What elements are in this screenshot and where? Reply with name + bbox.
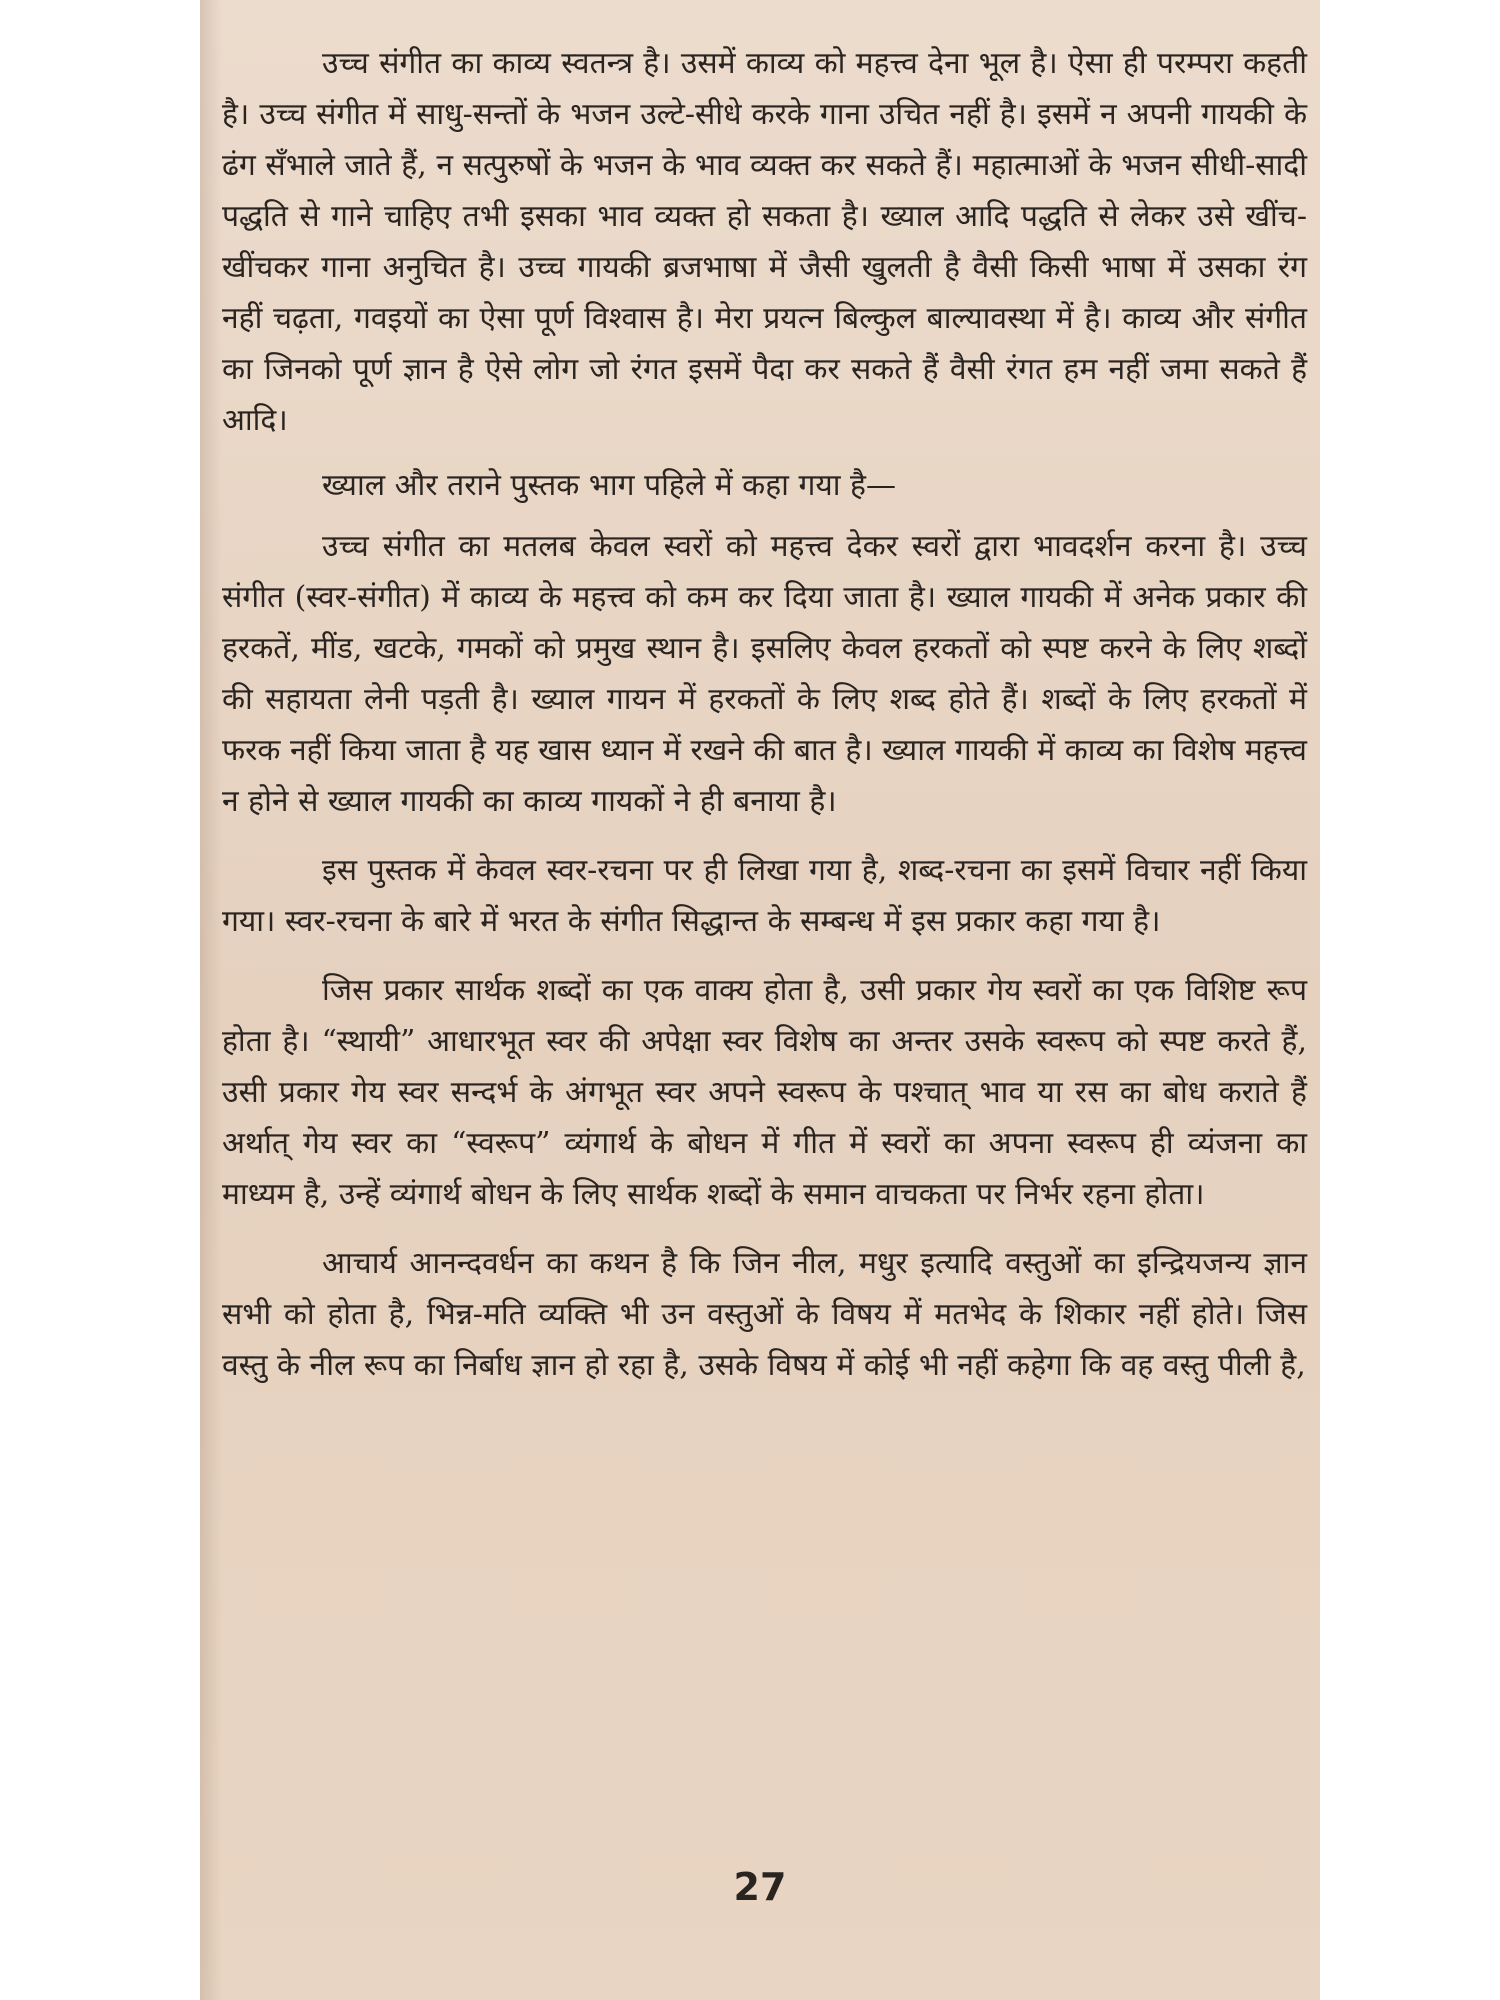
paragraph-3: उच्च संगीत का मतलब केवल स्वरों को महत्त्व देकर स्वरों द्वारा भावदर्शन करना है। उच्च संगीत (स्वर-संगीत) में काव्य के महत्त्व को कम कर दिया जाता है। ख्याल गायकी में अनेक प्रकार की हरकतें, मींड, खटके, गमकों को प्रमुख स्थान है। इसलिए केवल हरकतों को स्पष्ट करने के लिए शब्दों की सहायता लेनी पड़ती है। ख्याल गायन में हरकतों के लिए शब्द होते हैं। शब्दों के लिए हरकतों में फरक नहीं किया जाता है यह खास ध्यान में रखने की बात है। ख्याल गायकी में काव्य का विशेष महत्त्व न होने से ख्याल गायकी का काव्य गायकों ने ही बनाया है। — [222, 529, 1307, 819]
paragraph-5: जिस प्रकार सार्थक शब्दों का एक वाक्य होता है, उसी प्रकार गेय स्वरों का एक विशिष्ट रूप होता है। “स्थायी” आधारभूत स्वर की अपेक्षा स्वर विशेष का अन्तर उसके स्वरूप को स्पष्ट करते हैं, उसी प्रकार गेय स्वर सन्दर्भ के अंगभूत स्वर अपने स्वरूप के पश्चात् भाव या रस का बोध कराते हैं अर्थात् गेय स्वर का “स्वरूप” व्यंगार्थ के बोधन में गीत में स्वरों का अपना स्वरूप ही व्यंजना का माध्यम है, उन्हें व्यंगार्थ बोधन के लिए सार्थक शब्दों के समान वाचकता पर निर्भर रहना होता। — [222, 973, 1307, 1212]
book-page — [200, 0, 1320, 2000]
body-text — [222, 38, 1307, 1391]
paragraph-6: आचार्य आनन्दवर्धन का कथन है कि जिन नील, मधुर इत्यादि वस्तुओं का इन्द्रियजन्य ज्ञान सभी को होता है, भिन्न-मति व्यक्ति भी उन वस्तुओं के विषय में मतभेद के शिकार नहीं होते। जिस वस्तु के नील रूप का निर्बाध ज्ञान हो रहा है, उसके विषय में कोई भी नहीं कहेगा कि वह वस्तु पीली है, — [222, 1246, 1307, 1383]
paragraph-1: उच्च संगीत का काव्य स्वतन्त्र है। उसमें काव्य को महत्त्व देना भूल है। ऐसा ही परम्परा कहती है। उच्च संगीत में साधु-सन्तों के भजन उल्टे-सीधे करके गाना उचित नहीं है। इसमें न अपनी गायकी के ढंग सँभाले जाते हैं, न सत्पुरुषों के भजन के भाव व्यक्त कर सकते हैं। महात्माओं के भजन सीधी-सादी पद्धति से गाने चाहिए तभी इसका भाव व्यक्त हो सकता है। ख्याल आदि पद्धति से लेकर उसे खींच-खींचकर गाना अनुचित है। उच्च गायकी ब्रजभाषा में जैसी खुलती है वैसी किसी भाषा में उसका रंग नहीं चढ़ता, गवइयों का ऐसा पूर्ण विश्वास है। मेरा प्रयत्न बिल्कुल बाल्यावस्था में है। काव्य और संगीत का जिनको पूर्ण ज्ञान है ऐसे लोग जो रंगत इसमें पैदा कर सकते हैं वैसी रंगत हम नहीं जमा सकते हैं आदि। — [222, 46, 1307, 438]
paragraph-2-heading: ख्याल और तराने पुस्तक भाग पहिले में कहा गया है— — [322, 468, 896, 503]
page-number: 27 — [733, 1865, 787, 1909]
paragraph-4: इस पुस्तक में केवल स्वर-रचना पर ही लिखा गया है, शब्द-रचना का इसमें विचार नहीं किया गया। स्वर-रचना के बारे में भरत के संगीत सिद्धान्त के सम्बन्ध में इस प्रकार कहा गया है। — [222, 853, 1307, 939]
